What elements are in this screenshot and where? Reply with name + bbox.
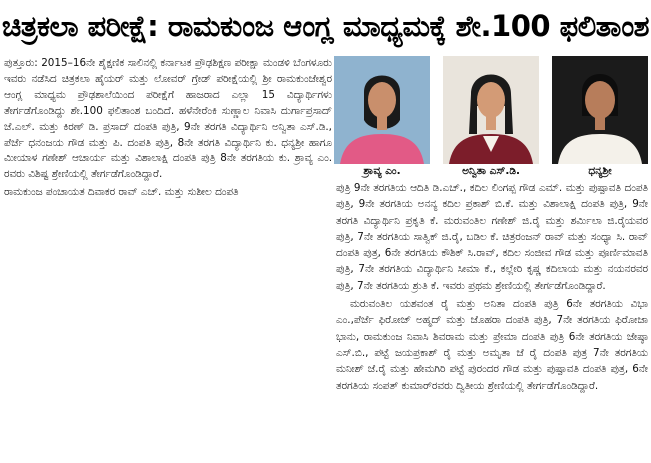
photo-caption: ಶ್ರಾವ್ಯ ಎಂ. — [363, 165, 401, 177]
student-photo-2 — [443, 56, 539, 164]
article-right-column — [336, 180, 648, 394]
student-photo-icon — [552, 56, 648, 164]
headline: ಚಿತ್ರಕಲಾ ಪರೀಕ್ಷೆ: ರಾಮಕುಂಜ ಆಂಗ್ಲ ಮಾಧ್ಯಮಕ್ಕೆ ಶೇ.100 ಫಲಿತಾಂಶ — [1, 9, 650, 43]
student-photo-1 — [334, 56, 430, 164]
article-paragraph: ಪುತ್ರಿ 9ನೇ ತರಗತಿಯ ಆದಿತಿ ಡಿ.ಎಚ್., ಕದಿಲ ಲಿಂಗಪ್ಪ ಗೌಡ ಎಮ್. ಮತ್ತು ಪುಷ್ಪಾವತಿ ದಂಪತಿ ಪುತ್ರಿ, 9ನೇ ತರಗತಿಯ ಅನನ್ಯ ಕದಿಲ ಪ್ರಕಾಶ್ ಬಿ.ಕೆ. ಮತ್ತು ವಿಶಾಲಾಕ್ಷಿ ದಂಪತಿ ಪುತ್ರಿ, 9ನೇ ತರಗತಿ ವಿದ್ಯಾರ್ಥಿನಿ ಪ್ರಕೃತಿ ಕೆ. ಮರುವಂತಿಲ ಗಣೇಶ್ ಜಿ.ರೈ ಮತ್ತು ಶರ್ಮಿಲಾ ಜಿ.ರೈಯವರ ಪುತ್ರಿ, 7ನೇ ತರಗತಿಯ ಸಾತ್ವಿಕ್ ಜಿ.ರೈ, ಬಡಿಲ ಕೆ. ಚಿತ್ರರಂಜನ್ ರಾವ್ ಮತ್ತು ಸಂಧ್ಯಾ ಸಿ. ರಾವ್ ದಂಪತಿ ಪುತ್ರ, 6ನೇ ತರಗತಿಯ ಕೌಶಿಕ್ ಸಿ.ರಾವ್, ಕದಿಲ ಸಂಜೀವ ಗೌಡ ಮತ್ತು ಪೂರ್ಣಿಮಾವತಿ ಪುತ್ರಿ, 7ನೇ ತರಗತಿಯ ವಿದ್ಯಾರ್ಥಿನಿ ಸೀಮಾ ಕೆ., ಕಲ್ಲೇರಿ ಕೃಷ್ಣ ಕದಿಲಾಯ ಮತ್ತು ನಯನರವರ ಪುತ್ರಿ, 7ನೇ ತರಗತಿಯ ಶ್ರುತಿ ಕೆ. ಇವರು ಪ್ರಥಮ ಶ್ರೇಣಿಯಲ್ಲಿ ತೇರ್ಗಡೆಗೊಂಡಿದ್ದಾರೆ. — [336, 182, 648, 292]
article-paragraph: ಮರುವಂತಿಲ ಯಶವಂತ ರೈ ಮತ್ತು ಅನಿತಾ ದಂಪತಿ ಪುತ್ರಿ 6ನೇ ತರಗತಿಯ ವಿಭಾ ಎಂ.,ಪೆರ್ಜೆ ಫಿರೋಜ್ ಅಹ್ಮದ್ ಮತ್ತು ಜೊಹರಾ ದಂಪತಿ ಪುತ್ರಿ, 7ನೇ ತರಗತಿಯ ಫಿರೋಜಾ ಭಾನು, ರಾಮಕುಂಜ ನಿವಾಸಿ ಶಿವರಾಮ ಮತ್ತು ಪ್ರೇಮಾ ದಂಪತಿ ಪುತ್ರಿ 6ನೇ ತರಗತಿಯ ಜೇಷ್ಠಾ ಎಸ್.ಬಿ., ಪಟ್ಟೆ ಜಯಪ್ರಕಾಶ್ ರೈ ಮತ್ತು ಅಮೃತಾ ಜೆ ರೈ ದಂಪತಿ ಪುತ್ರ 7ನೇ ತರಗತಿಯ ಮನೀಶ್ ಜೆ.ರೈ ಮತ್ತು ಹೇಮಗಿರಿ ಪಟ್ಟೆ ಪುರಂದರ ಗೌಡ ಮತ್ತು ಪುಷ್ಪಾವತಿ ದಂಪತಿ ಪುತ್ರ, 6ನೇ ತರಗತಿಯ ಸಂಪತ್ ಕುಮಾರ್‌ರವರು ದ್ವಿತೀಯ ಶ್ರೇಣಿಯಲ್ಲಿ ತೇರ್ಗಡೆಗೊಂಡಿದ್ದಾರೆ. — [336, 298, 648, 392]
student-photo-3 — [552, 56, 648, 164]
article-paragraph: ಪುತ್ತೂರು: 2015–16ನೇ ಶೈಕ್ಷಣಿಕ ಸಾಲಿನಲ್ಲಿ ಕರ್ನಾಟಕ ಪ್ರೌಢಶಿಕ್ಷಣ ಪರೀಕ್ಷಾ ಮಂಡಳಿ ಬೆಂಗಳೂರು ಇವರು ನಡೆಸಿದ ಚಿತ್ರಕಲಾ ಹೈಯರ್ ಮತ್ತು ಲೋವರ್ ಗ್ರೇಡ್ ಪರೀಕ್ಷೆಯಲ್ಲಿ ಶ್ರೀ ರಾಮಕುಂಜೇಶ್ವರ ಆಂಗ್ಲ ಮಾಧ್ಯಮ ಪ್ರೌಢಶಾಲೆಯಿಂದ ಪರೀಕ್ಷೆಗೆ ಹಾಜರಾದ ಎಲ್ಲಾ 15 ವಿದ್ಯಾರ್ಥಿಗಳು ತೇರ್ಗಡೆಗೊಂಡಿದ್ದು ಶೇ.100 ಫಲಿತಾಂಶ ಬಂದಿದೆ. ಹಳೆನೇರೆಂಕಿ ಸುಣ್ಣಾಲ ನಿವಾಸಿ ದುರ್ಗಾಪ್ರಸಾದ್ ಜೆ.ಎಲ್. ಮತ್ತು ಕಿರಣ್ ಡಿ. ಪ್ರಸಾದ್ ದಂಪತಿ ಪುತ್ರಿ, 9ನೇ ತರಗತಿ ವಿದ್ಯಾರ್ಥಿನಿ ಅನ್ವಿತಾ ಎಸ್.ಡಿ., ಪೆರ್ಜೆ ಧನಂಜಯ ಗೌಡ ಮತ್ತು ಪಿ. ದಂಪತಿ ಪುತ್ರಿ, 8ನೇ ತರಗತಿ ವಿದ್ಯಾರ್ಥಿನಿ ಕು. ಧನ್ಯಶ್ರೀ ಹಾಗೂ ಮೀಯಾಳ ಗಣೇಶ್ ಆಚಾರ್ಯ ಮತ್ತು ವಿಶಾಲಾಕ್ಷಿ ದಂಪತಿ ಪುತ್ರಿ 8ನೇ ತರಗತಿಯ ಕು. ಶ್ರಾವ್ಯ ಎಂ. ರವರು ವಿಶಿಷ್ಟ ಶ್ರೇಣಿಯಲ್ಲಿ ತೇರ್ಗಡೆಗೊಂಡಿದ್ದಾರೆ. — [4, 57, 332, 181]
article-paragraph: ರಾಮಕುಂಜ ಪಂಚಾಯತ ದಿವಾಕರ ರಾವ್ ಎಚ್. ಮತ್ತು ಸುಶೀಲ ದಂಪತಿ — [4, 186, 239, 199]
photo-caption: ಧನ್ಯಶ್ರೀ — [588, 165, 612, 177]
photo-caption: ಅನ್ವಿತಾ ಎಸ್.ಡಿ. — [462, 165, 520, 177]
article-left-column — [4, 56, 332, 201]
student-photo-icon — [443, 56, 539, 164]
photo-strip — [334, 56, 648, 177]
student-photo-icon — [334, 56, 430, 164]
